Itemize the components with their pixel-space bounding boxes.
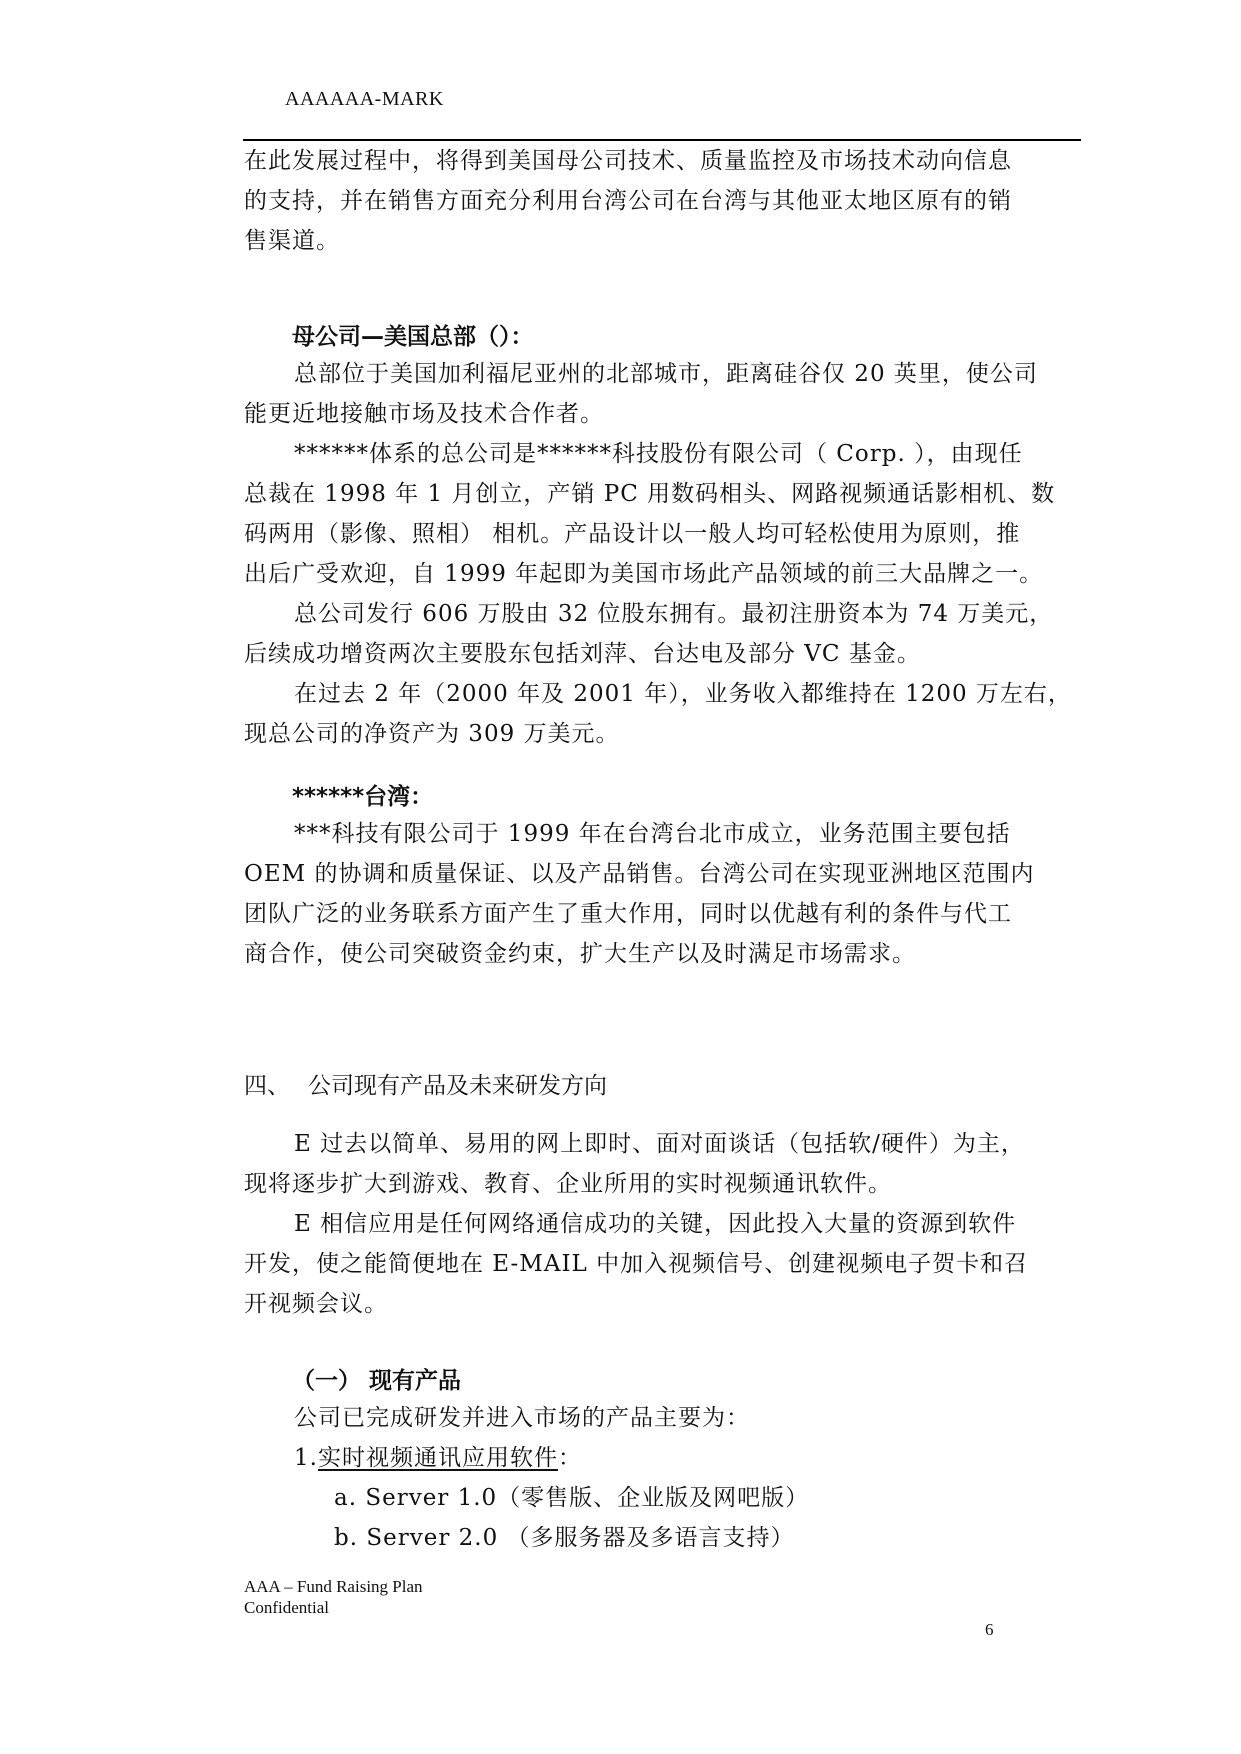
text-line: 总公司发行 606 万股由 32 位股东拥有。最初注册资本为 74 万美元， — [294, 601, 1054, 627]
footer-line: Confidential — [244, 1598, 329, 1617]
page-number: 6 — [985, 1620, 994, 1639]
text-line: OEM 的协调和质量保证、以及产品销售。台湾公司在实现亚洲地区范围内 — [244, 861, 1035, 887]
hq-paragraph-1 — [244, 354, 1044, 434]
text-line: 现总公司的净资产为 309 万美元。 — [244, 721, 620, 747]
text-line: 能更近地接触市场及技术合作者。 — [244, 401, 604, 427]
item-label: 实时视频通讯应用软件 — [317, 1445, 558, 1471]
text-line: 后续成功增资两次主要股东包括刘萍、台达电及部分 VC 基金。 — [244, 641, 921, 667]
footer — [244, 1576, 423, 1618]
section-title — [244, 1067, 607, 1100]
product-item-1 — [294, 1438, 582, 1478]
text-line: 团队广泛的业务联系方面产生了重大作用，同时以优越有利的条件与代工 — [244, 901, 1012, 927]
hq-heading: 母公司—美国总部（）： — [292, 324, 534, 350]
text-line: 在此发展过程中，将得到美国母公司技术、质量监控及市场技术动向信息 — [244, 148, 1012, 174]
text-line: 的支持，并在销售方面充分利用台湾公司在台湾与其他亚太地区原有的销 — [244, 188, 1012, 214]
hq-paragraph-2 — [244, 434, 1056, 594]
text-line: 开发，使之能简便地在 E-MAIL 中加入视频信号、创建视频电子贺卡和召 — [244, 1251, 1029, 1277]
item-colon: ： — [557, 1445, 582, 1471]
text-line: 现将逐步扩大到游戏、教育、企业所用的实时视频通讯软件。 — [244, 1171, 892, 1197]
text-line: 总部位于美国加利福尼亚州的北部城市，距离硅谷仅 20 英里，使公司 — [294, 361, 1038, 387]
text-line: ***科技有限公司于 1999 年在台湾台北市成立，业务范围主要包括 — [294, 821, 1011, 847]
taiwan-heading: ******台湾： — [292, 784, 434, 810]
hq-paragraph-4 — [244, 674, 1072, 754]
text-line: 商合作，使公司突破资金约束，扩大生产以及时满足市场需求。 — [244, 941, 916, 967]
section-title-text: 公司现有产品及未来研发方向 — [308, 1073, 607, 1099]
product-subitem-a: a. Server 1.0（零售版、企业版及网吧版） — [334, 1485, 810, 1511]
footer-line: AAA – Fund Raising Plan — [244, 1577, 423, 1596]
text-line: 码两用（影像、照相） 相机。产品设计以一般人均可轻松使用为原则，推 — [244, 521, 1021, 547]
products-intro: 公司已完成研发并进入市场的产品主要为： — [294, 1405, 750, 1431]
section-number: 四、 — [244, 1073, 290, 1099]
text-line: 售渠道。 — [244, 228, 340, 254]
header-mark: AAAAAA-MARK — [285, 88, 444, 110]
section4-paragraph-2 — [244, 1204, 1044, 1324]
text-line: 在过去 2 年（2000 年及 2001 年），业务收入都维持在 1200 万左右， — [294, 681, 1072, 707]
hq-paragraph-3 — [244, 594, 1054, 674]
text-line: E 过去以简单、易用的网上即时、面对面谈话（包括软/硬件）为主， — [294, 1131, 1025, 1157]
text-line: ******体系的总公司是******科技股份有限公司（ Corp. ），由现任 — [294, 441, 1023, 467]
products-heading: （一） 现有产品 — [292, 1368, 462, 1394]
text-line: 总裁在 1998 年 1 月创立，产销 PC 用数码相头、网路视频通话影相机、数 — [244, 481, 1056, 507]
section4-paragraph-1 — [244, 1124, 1044, 1204]
taiwan-paragraph — [244, 814, 1044, 974]
text-line: 开视频会议。 — [244, 1291, 388, 1317]
item-number: 1. — [294, 1445, 318, 1471]
text-line: 出后广受欢迎，自 1999 年起即为美国市场此产品领域的前三大品牌之一。 — [244, 561, 1044, 587]
intro-paragraph — [244, 141, 1044, 261]
product-subitem-b: b. Server 2.0 （多服务器及多语言支持） — [334, 1525, 795, 1551]
text-line: E 相信应用是任何网络通信成功的关键，因此投入大量的资源到软件 — [294, 1211, 1017, 1237]
